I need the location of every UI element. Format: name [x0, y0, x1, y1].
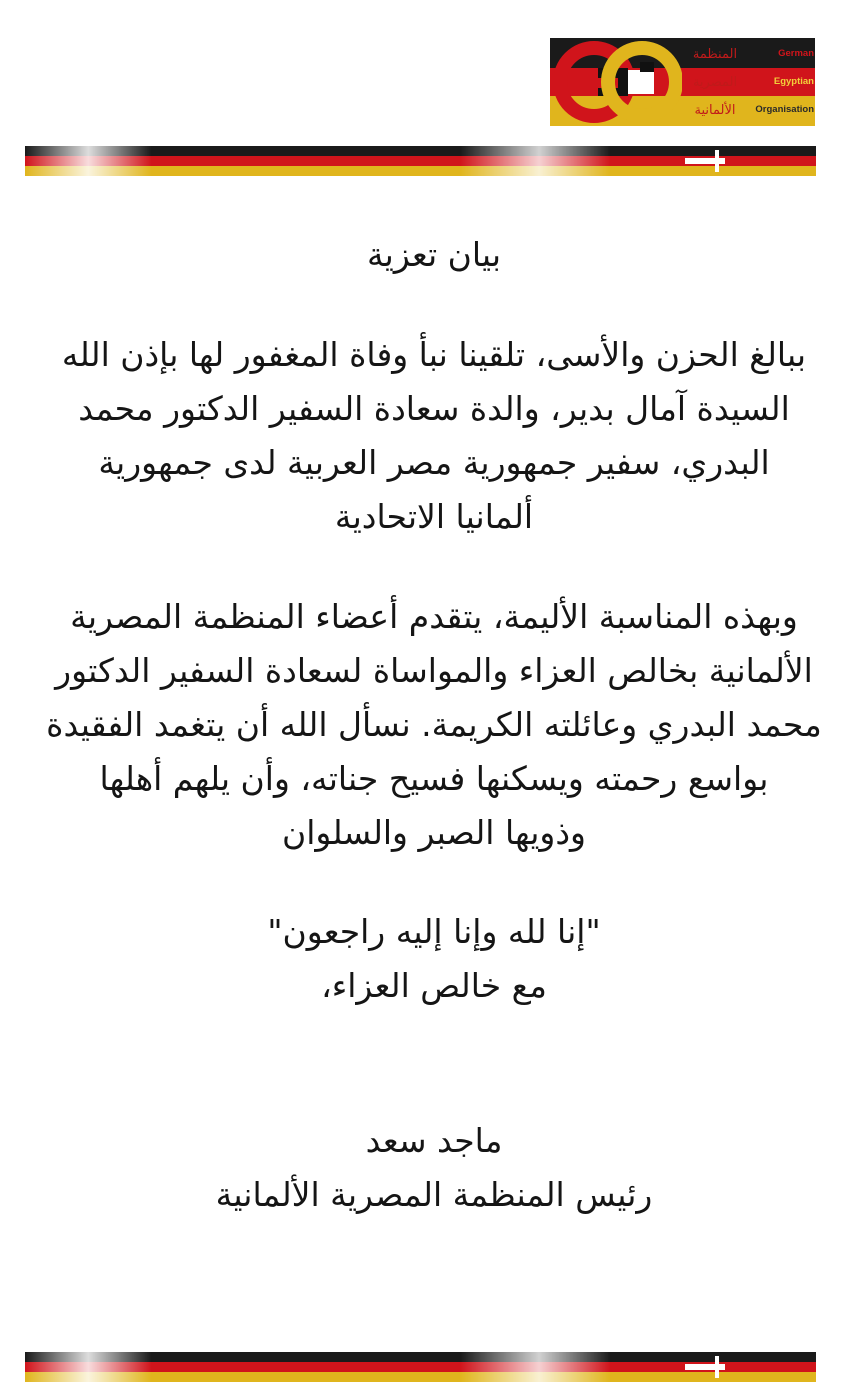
logo-english-line: Organisation	[755, 104, 814, 116]
signer-title: رئيس المنظمة المصرية الألمانية	[215, 1175, 653, 1214]
ge-monogram-icon	[554, 40, 682, 124]
paragraph-line: وذويها الصبر والسلوان	[282, 813, 586, 852]
bottom-flag-stripe	[25, 1352, 816, 1382]
closing-line: مع خالص العزاء،	[321, 966, 547, 1005]
organisation-logo	[550, 38, 815, 126]
paragraph-line: محمد البدري وعائلته الكريمة. نسأل الله أن يتغمد الفقيدة	[46, 705, 822, 744]
logo-arabic-line: الألمانية	[694, 102, 736, 118]
paragraph-line: ألمانيا الاتحادية	[334, 497, 534, 536]
quran-quote: "إنا لله وإنا إليه راجعون"	[267, 912, 601, 951]
logo-arabic-name	[680, 40, 750, 124]
condolence-paragraph-2	[40, 590, 828, 860]
paragraph-line: البدري، سفير جمهورية مصر العربية لدى جمهورية	[98, 443, 770, 482]
paragraph-line: ببالغ الحزن والأسى، تلقينا نبأ وفاة المغفور لها بإذن الله	[61, 335, 807, 374]
letter-title: بيان تعزية	[366, 235, 502, 274]
paragraph-line: بواسع رحمته ويسكنها فسيح جناته، وأن يلهم أهلها	[99, 759, 769, 798]
top-flag-stripe	[25, 146, 816, 176]
paragraph-line: وبهذه المناسبة الأليمة، يتقدم أعضاء المنظمة المصرية	[70, 597, 798, 636]
logo-english-name	[750, 40, 814, 124]
condolence-paragraph-1	[40, 328, 828, 544]
logo-arabic-line: المنظمة	[692, 46, 738, 62]
paragraph-line: السيدة آمال بدير، والدة سعادة السفير الدكتور محمد	[78, 389, 790, 428]
logo-english-line: Egyptian	[773, 76, 814, 88]
paragraph-line: الألمانية بخالص العزاء والمواساة لسعادة السفير الدكتور	[55, 651, 813, 690]
signer-name: ماجد سعد	[365, 1121, 503, 1160]
logo-arabic-line: المصرية	[692, 74, 738, 90]
logo-english-line: German	[778, 48, 814, 60]
